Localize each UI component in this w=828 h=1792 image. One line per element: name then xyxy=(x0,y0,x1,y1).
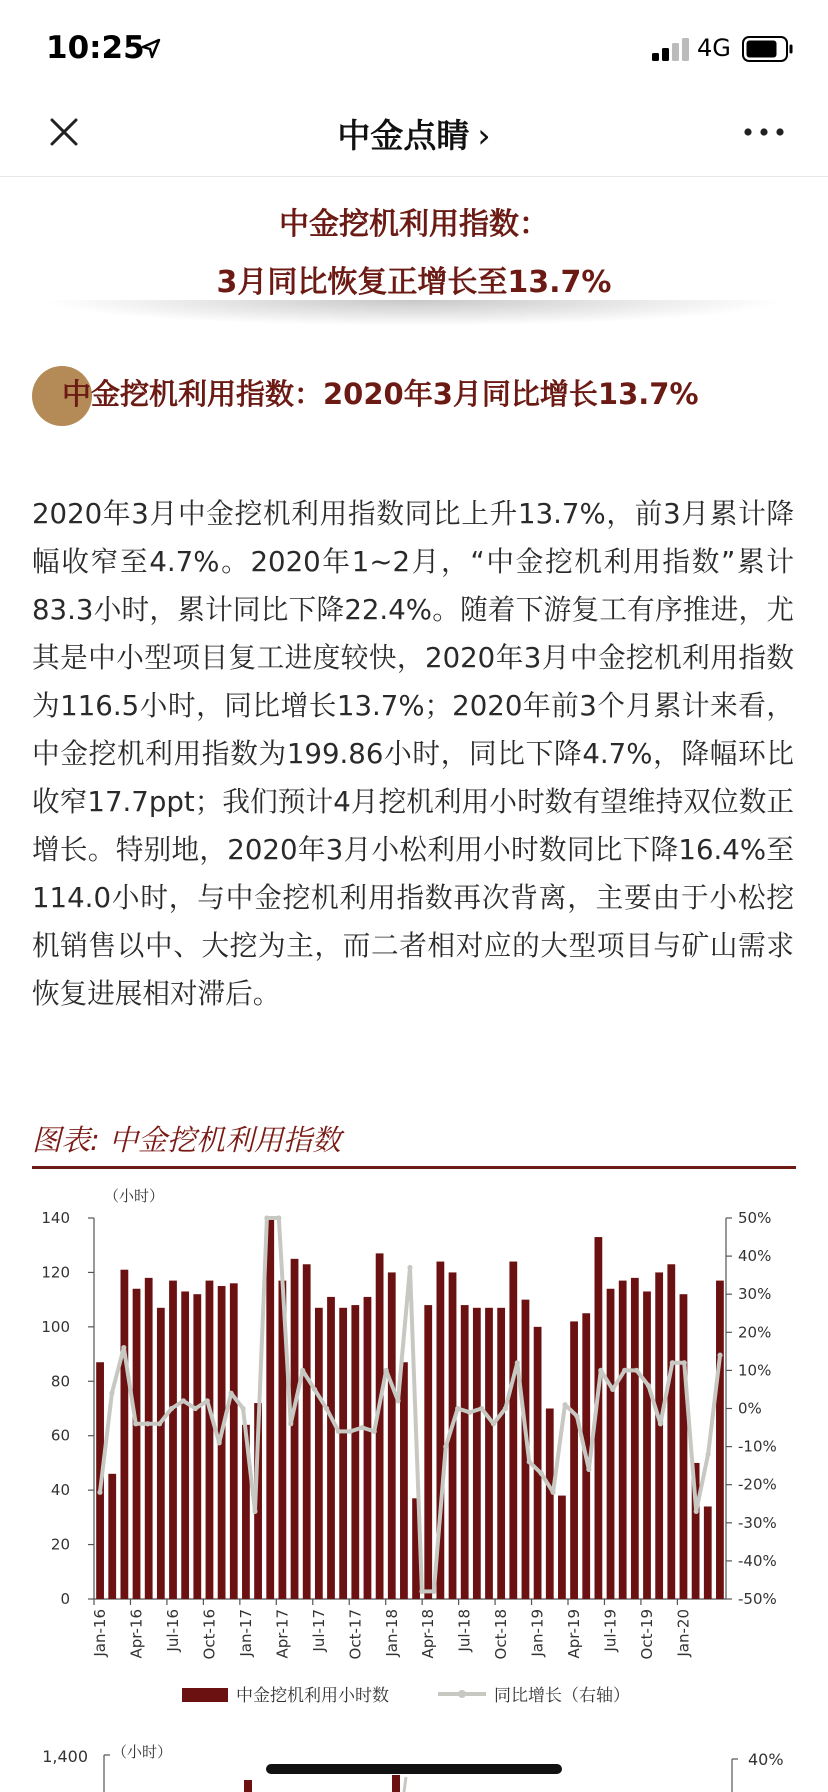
yoy-point xyxy=(550,1490,555,1495)
bar-mark xyxy=(120,1270,128,1599)
yoy-point xyxy=(443,1444,448,1449)
x-axis-tick: Apr-19 xyxy=(565,1609,584,1659)
yoy-point xyxy=(348,1429,353,1434)
yoy-point xyxy=(133,1421,138,1426)
right-axis-tick: 10% xyxy=(738,1361,772,1380)
right-axis-tick: 30% xyxy=(738,1285,772,1304)
x-axis-tick: Jul-17 xyxy=(309,1609,328,1652)
yoy-point xyxy=(646,1383,651,1388)
status-time: 10:25 xyxy=(46,30,145,66)
left-axis-tick: 80 xyxy=(50,1372,70,1391)
bar-mark xyxy=(424,1305,432,1599)
yoy-point xyxy=(658,1421,663,1426)
x-axis-tick: Jul-19 xyxy=(601,1609,620,1652)
bar-mark xyxy=(291,1259,299,1599)
nav-title-text: 中金点睛 xyxy=(337,116,470,155)
yoy-point xyxy=(491,1421,496,1426)
bar-mark xyxy=(327,1297,335,1599)
left-axis-tick: 120 xyxy=(41,1263,70,1282)
cellular-signal-icon xyxy=(652,38,692,62)
status-bar xyxy=(0,0,828,96)
x-axis-tick: Jan-16 xyxy=(91,1609,110,1657)
x-axis-tick: Oct-18 xyxy=(492,1609,511,1660)
bar-mark xyxy=(157,1308,165,1599)
bar-mark xyxy=(315,1308,323,1599)
network-type: 4G xyxy=(697,34,731,62)
x-axis-tick: Jul-18 xyxy=(455,1609,474,1652)
yoy-point xyxy=(539,1471,544,1476)
yoy-point xyxy=(229,1391,234,1396)
yoy-point xyxy=(324,1406,329,1411)
yoy-point xyxy=(717,1353,722,1358)
battery-icon xyxy=(742,36,794,62)
bar-mark xyxy=(497,1308,505,1599)
x-axis-tick: Apr-16 xyxy=(127,1609,146,1659)
right-axis-tick: -30% xyxy=(738,1513,777,1532)
header-line-1: 中金挖机利用指数： xyxy=(279,207,549,242)
yoy-point xyxy=(336,1429,341,1434)
yoy-point xyxy=(169,1406,174,1411)
location-arrow-icon xyxy=(140,38,162,60)
bar-mark xyxy=(364,1297,372,1599)
left-axis-unit: （小时） xyxy=(104,1187,165,1205)
yoy-point xyxy=(300,1368,305,1373)
bar-mark xyxy=(303,1264,311,1599)
yoy-point xyxy=(431,1589,436,1594)
x-axis-tick: Jan-17 xyxy=(236,1609,255,1657)
chart-legend xyxy=(182,1686,630,1706)
chart2-left-unit: （小时） xyxy=(112,1743,173,1761)
body-paragraph: 2020年3月中金挖机利用指数同比上升13.7%，前3月累计降幅收窄至4.7%。2020年1~2月，“中金挖机利用指数”累计83.3小时，累计同比下降22.4%。随着下游复工有序推进，尤其是中小型项目复工进度较快，2020年3月中金挖机利用指数为116.5小时，同比增长13.7%；2020年前3个月累计来看，中金挖机利用指数为199.86小时，同比下降4.7%，降幅环比收窄17.7ppt；我们预计4月挖机利用小时数有望维持双位数正增长。特别地，2020年3月小松利用小时数同比下降16.4%至114.0小时，与中金挖机利用指数再次背离，主要由于小松挖机销售以中、大挖为主，而二者相对应的大型项目与矿山需求恢复进展相对滞后。 xyxy=(32,497,794,1010)
yoy-point xyxy=(407,1265,412,1270)
yoy-point xyxy=(527,1459,532,1464)
yoy-point xyxy=(181,1398,186,1403)
article-header xyxy=(0,196,828,312)
yoy-point xyxy=(574,1414,579,1419)
yoy-point xyxy=(479,1406,484,1411)
yoy-point xyxy=(467,1410,472,1415)
x-axis-tick: Jul-16 xyxy=(164,1609,182,1652)
x-axis-tick: Jan-20 xyxy=(674,1609,693,1657)
yoy-point xyxy=(276,1215,281,1220)
nav-bar xyxy=(0,96,828,177)
bar-mark xyxy=(181,1291,189,1599)
yoy-growth-line xyxy=(100,1218,720,1591)
left-axis-tick: 60 xyxy=(50,1426,70,1445)
more-icon[interactable] xyxy=(742,118,786,146)
x-axis-tick: Oct-16 xyxy=(200,1609,219,1660)
bar-mark xyxy=(619,1281,627,1599)
bar-mark xyxy=(716,1281,724,1599)
bar-mark xyxy=(546,1409,554,1600)
yoy-point xyxy=(384,1368,389,1373)
bar-mark xyxy=(485,1308,493,1599)
bar-mark xyxy=(206,1281,214,1599)
yoy-point xyxy=(670,1360,675,1365)
yoy-point xyxy=(157,1421,162,1426)
bar-mark xyxy=(400,1362,408,1599)
yoy-point xyxy=(562,1402,567,1407)
excavator-utilization-chart xyxy=(0,1180,828,1730)
yoy-point xyxy=(312,1387,317,1392)
yoy-point xyxy=(622,1368,627,1373)
yoy-point xyxy=(145,1421,150,1426)
figure-rule xyxy=(32,1166,796,1169)
bar-mark xyxy=(570,1321,578,1599)
yoy-point xyxy=(205,1398,210,1403)
bar-mark xyxy=(655,1272,663,1599)
yoy-point xyxy=(264,1215,269,1220)
right-axis-tick: 50% xyxy=(738,1209,772,1227)
chart2-left-tick: 1,400 xyxy=(42,1747,88,1766)
bar-mark xyxy=(339,1308,347,1599)
yoy-point xyxy=(109,1391,114,1396)
yoy-point xyxy=(503,1406,508,1411)
right-axis-tick: 0% xyxy=(738,1399,762,1418)
bar-mark xyxy=(108,1474,116,1599)
bar-mark xyxy=(509,1262,517,1599)
bar-mark xyxy=(145,1278,153,1599)
chart2-right-tick: 40% xyxy=(748,1750,784,1769)
bar-mark xyxy=(230,1283,238,1599)
yoy-point xyxy=(586,1467,591,1472)
yoy-point xyxy=(455,1406,460,1411)
yoy-point xyxy=(694,1509,699,1514)
right-axis-tick: -40% xyxy=(738,1551,777,1570)
bar-mark xyxy=(643,1291,651,1599)
x-axis-tick: Jan-19 xyxy=(528,1609,547,1657)
x-axis-tick: Apr-18 xyxy=(419,1609,438,1659)
bar-mark xyxy=(473,1308,481,1599)
yoy-point xyxy=(395,1398,400,1403)
header-line-2: 3月同比恢复正增长至13.7% xyxy=(216,265,612,300)
left-axis-tick: 100 xyxy=(41,1317,70,1336)
bar-mark xyxy=(133,1289,141,1599)
x-axis-tick: Oct-19 xyxy=(638,1609,656,1660)
yoy-point xyxy=(360,1425,365,1430)
yoy-point xyxy=(706,1452,711,1457)
yoy-point xyxy=(634,1368,639,1373)
bar-mark xyxy=(704,1506,712,1599)
bar-mark xyxy=(607,1289,615,1599)
yoy-point xyxy=(372,1429,377,1434)
yoy-point xyxy=(288,1421,293,1426)
home-indicator[interactable] xyxy=(266,1764,562,1774)
yoy-point xyxy=(419,1589,424,1594)
chevron-right-icon: › xyxy=(477,116,491,155)
bar-mark xyxy=(680,1294,688,1599)
yoy-point xyxy=(193,1406,198,1411)
bar-mark xyxy=(351,1305,359,1599)
yoy-point xyxy=(121,1345,126,1350)
yoy-point xyxy=(97,1490,102,1495)
bar-mark xyxy=(558,1496,566,1599)
left-axis-tick: 0 xyxy=(60,1590,70,1608)
yoy-point xyxy=(515,1360,520,1365)
yoy-point xyxy=(682,1360,687,1365)
header-divider-shadow xyxy=(40,300,788,326)
yoy-point xyxy=(240,1406,245,1411)
bar-mark xyxy=(461,1305,469,1599)
x-axis-tick: Apr-17 xyxy=(273,1609,292,1659)
bar-mark xyxy=(193,1294,201,1599)
left-axis-tick: 40 xyxy=(50,1481,70,1500)
bar-mark xyxy=(631,1278,639,1599)
bar-mark xyxy=(169,1281,177,1599)
bar-mark xyxy=(534,1327,542,1599)
section-heading: 中金挖机利用指数：2020年3月同比增长13.7% xyxy=(62,377,699,411)
yoy-point xyxy=(598,1368,603,1373)
yoy-point xyxy=(610,1387,615,1392)
right-axis-tick: -20% xyxy=(738,1475,777,1494)
bar-mark xyxy=(667,1264,675,1599)
yoy-point xyxy=(217,1440,222,1445)
legend-label-bar: 中金挖机利用小时数 xyxy=(236,1686,389,1706)
x-axis-tick: Jan-18 xyxy=(382,1609,401,1657)
figure-caption: 图表: 中金挖机利用指数 xyxy=(32,1123,341,1157)
yoy-point xyxy=(252,1509,257,1514)
x-axis-tick: Oct-17 xyxy=(346,1609,365,1660)
right-axis-tick: 20% xyxy=(738,1323,772,1342)
left-axis-tick: 140 xyxy=(41,1209,70,1227)
legend-swatch-bar xyxy=(182,1688,228,1702)
legend-label-line: 同比增长（右轴） xyxy=(494,1686,630,1706)
right-axis-tick: 40% xyxy=(738,1247,772,1266)
left-axis-tick: 20 xyxy=(50,1535,70,1554)
right-axis-tick: -10% xyxy=(738,1437,777,1456)
bar-mark xyxy=(266,1218,274,1599)
right-axis-tick: -50% xyxy=(738,1590,777,1608)
nav-title[interactable] xyxy=(0,110,828,157)
bar-mark xyxy=(388,1272,396,1599)
